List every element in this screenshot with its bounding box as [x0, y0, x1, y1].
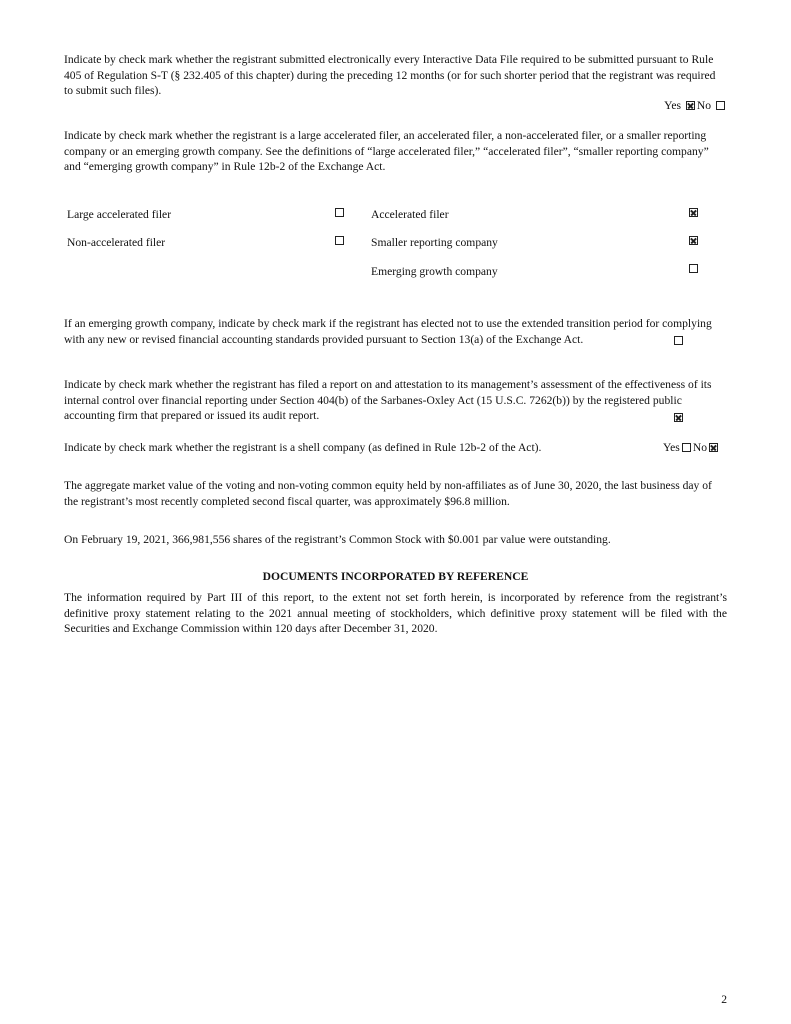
- emerging-growth-text: If an emerging growth company, indicate by check mark if the registrant has elected not to use the extended transition period for complying with any new or revised financial accounting standards provided pursuant to Section 13(a) of the Exchange Act.: [64, 317, 712, 346]
- accelerated-filer-label: Accelerated filer: [371, 208, 449, 221]
- yes-label: Yes: [664, 99, 682, 112]
- emerging-growth-company-label: Emerging growth company: [371, 265, 498, 278]
- accelerated-filer-checkbox[interactable]: [689, 208, 698, 217]
- interactive-data-no-checkbox[interactable]: [716, 101, 725, 110]
- market-value-paragraph: The aggregate market value of the voting and non-voting common equity held by non-affiliates as of June 30, 2020, the last business day of the registrant’s most recently completed second fiscal quarter, was approximately $96.8 million.: [64, 479, 712, 508]
- smaller-reporting-company-checkbox[interactable]: [689, 236, 698, 245]
- shell-company-row: [64, 440, 727, 456]
- shell-company-text: Indicate by check mark whether the registrant is a shell company (as defined in Rule 12b-2 of the Act).: [64, 441, 542, 454]
- shell-yes-label: Yes: [662, 441, 680, 454]
- interactive-data-paragraph: Indicate by check mark whether the registrant submitted electronically every Interactive Data File required to be submitted pursuant to Rule 405 of Regulation S-T (§ 232.405 of this chapter) during the preceding 12 months (or for such shorter period that the registrant was required to submit such files).: [64, 53, 716, 98]
- shell-no-label: No: [692, 441, 707, 454]
- internal-control-paragraph: [64, 377, 727, 424]
- shares-outstanding-paragraph: On February 19, 2021, 366,981,556 shares of the registrant’s Common Stock with $0.001 par value were outstanding.: [64, 533, 611, 546]
- internal-control-text: Indicate by check mark whether the registrant has filed a report on and attestation to its management’s assessment of the effectiveness of its internal control over financial reporting under Section 404(b) of the Sarbanes-Oxley Act (15 U.S.C. 7262(b)) by the registered public accounting firm that prepared or issued its audit report.: [64, 378, 712, 423]
- no-label: No: [696, 99, 712, 112]
- non-accelerated-filer-checkbox[interactable]: [335, 236, 344, 245]
- large-accelerated-filer-label: Large accelerated filer: [67, 208, 172, 221]
- documents-paragraph: The information required by Part III of this report, to the extent not set forth herein, is incorporated by reference from the registrant’s definitive proxy statement relating to the 2021 annual meeting of stockholders, which definitive proxy statement will be filed with the Securities and Exchange Commission within 120 days after December 31, 2020.: [64, 591, 727, 636]
- interactive-data-answer: [64, 98, 727, 114]
- interactive-data-yes-checkbox[interactable]: [686, 101, 695, 110]
- emerging-growth-paragraph: [64, 316, 727, 347]
- large-accelerated-filer-checkbox[interactable]: [335, 208, 344, 217]
- non-accelerated-filer-label: Non-accelerated filer: [67, 236, 166, 249]
- shell-company-no-checkbox[interactable]: [709, 443, 718, 452]
- filer-status-paragraph: Indicate by check mark whether the registrant is a large accelerated filer, an accelerated filer, a non-accelerated filer, or a smaller reporting company or an emerging growth company. See the definitions of “large accelerated filer,” “accelerated filer”, “smaller reporting company” and “emerging growth company” in Rule 12b-2 of the Exchange Act.: [64, 129, 709, 174]
- emerging-growth-company-checkbox[interactable]: [689, 264, 698, 273]
- shell-company-yes-checkbox[interactable]: [682, 443, 691, 452]
- shell-company-answer: [663, 440, 720, 456]
- emerging-growth-transition-checkbox[interactable]: [674, 336, 683, 345]
- smaller-reporting-company-label: Smaller reporting company: [371, 236, 498, 249]
- internal-control-checkbox[interactable]: [674, 413, 683, 422]
- page-number: 2: [721, 993, 727, 1006]
- documents-heading: DOCUMENTS INCORPORATED BY REFERENCE: [262, 570, 529, 583]
